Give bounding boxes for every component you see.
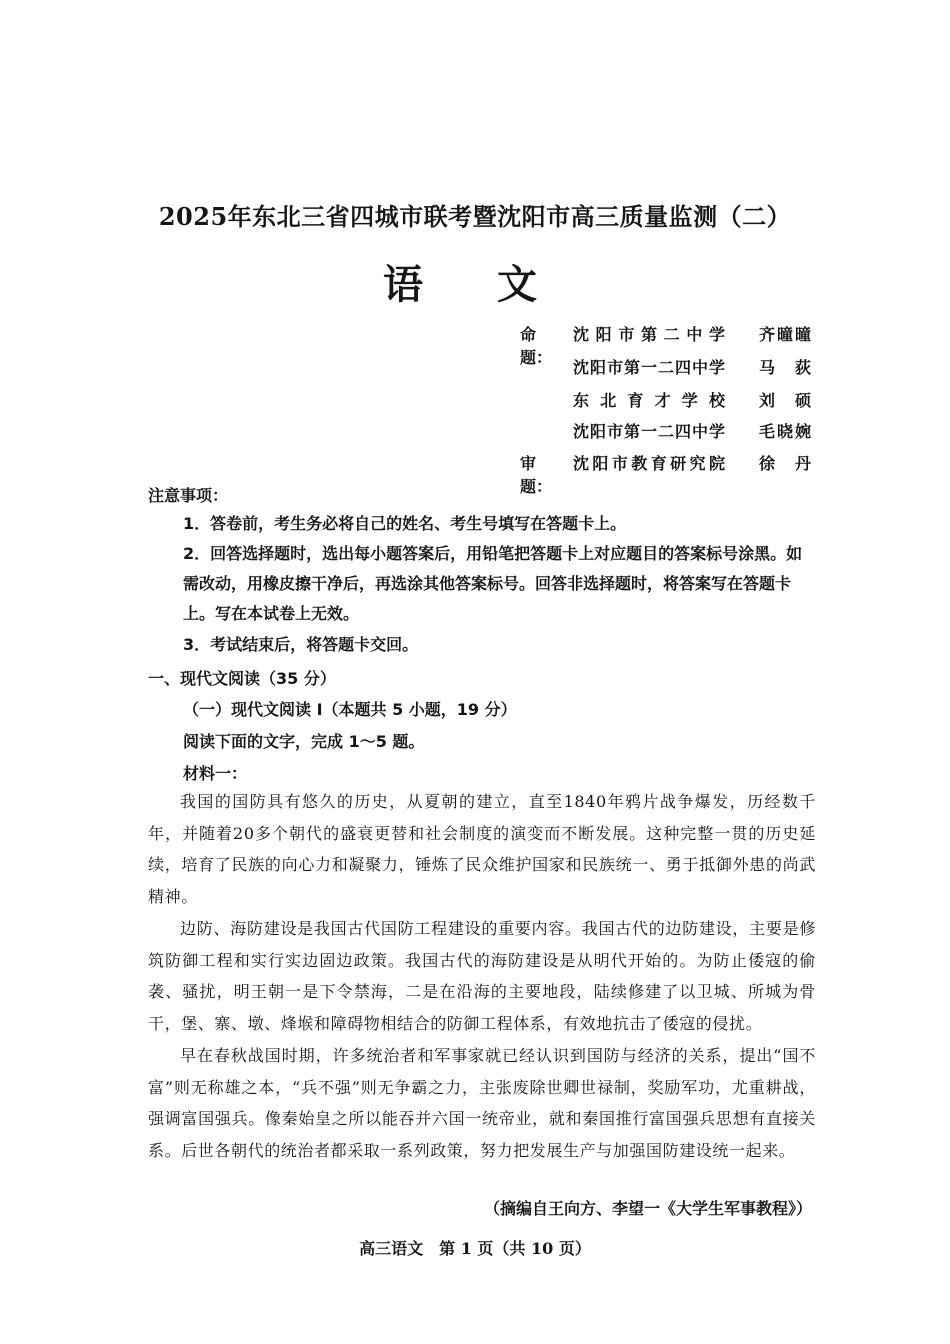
author-name: 徐 丹 bbox=[759, 454, 811, 473]
author-role: 审题： bbox=[520, 454, 553, 496]
author-org: 沈阳市第一二四中学 bbox=[573, 422, 725, 441]
source-citation: （摘编自王向方、李望一《大学生军事教程》） bbox=[483, 1199, 812, 1218]
exam-title: 2025年东北三省四城市联考暨沈阳市高三质量监测（二） bbox=[158, 202, 792, 231]
author-org: 东北育才学校 bbox=[573, 391, 725, 410]
author-org: 沈阳市教育研究院 bbox=[573, 454, 725, 473]
subsection-heading: （一）现代文阅读 I（本题共 5 小题，19 分） bbox=[183, 700, 517, 719]
author-org: 沈阳市第一二四中学 bbox=[573, 358, 725, 377]
section-heading: 一、现代文阅读（35 分） bbox=[148, 669, 336, 688]
subject-title: 语 文 bbox=[383, 261, 567, 308]
author-name: 毛晓婉 bbox=[759, 422, 811, 441]
author-name: 刘 硕 bbox=[759, 391, 811, 410]
instruction-text: 阅读下面的文字，完成 1～5 题。 bbox=[183, 732, 425, 751]
page-footer: 高三语文 第 1 页（共 10 页） bbox=[359, 1239, 591, 1258]
author-name: 齐曈曈 bbox=[759, 325, 811, 344]
notes-heading: 注意事项： bbox=[148, 486, 229, 505]
note-item: 1．答卷前，考生务必将自己的姓名、考生号填写在答题卡上。 bbox=[183, 514, 627, 533]
paragraph: 早在春秋战国时期，许多统治者和军事家就已经认识到国防与经济的关系，提出“国不富”则无称雄之本，“兵不强”则无争霸之力，主张废除世卿世禄制，奖励军功，尤重耕战，强调富国强兵。像秦始皇之所以能吞并六国一统帝业，就和秦国推行富国强兵思想有直接关系。后世各朝代的统治者都采取一系列政策，努力把发展生产与加强国防建设统一起来。 bbox=[148, 1046, 816, 1160]
note-item bbox=[183, 539, 815, 629]
material-label: 材料一： bbox=[183, 764, 248, 783]
paragraph: 边防、海防建设是我国古代国防工程建设的重要内容。我国古代的边防建设，主要是修筑防御工程和实行实边固边政策。我国古代的海防建设是从明代开始的。为防止倭寇的偷袭、骚扰，明王朝一是下令禁海，二是在沿海的主要地段，陆续修建了以卫城、所城为骨干，堡、寨、墩、烽堠和障碍物相结合的防御工程体系，有效地抗击了倭寇的侵扰。 bbox=[148, 919, 816, 1033]
paragraph: 我国的国防具有悠久的历史，从夏朝的建立，直至1840年鸦片战争爆发，历经数千年，并随着20多个朝代的盛衰更替和社会制度的演变而不断发展。这种完整一贯的历史延续，培育了民族的向心力和凝聚力，锤炼了民众维护国家和民族统一、勇于抵御外患的尚武精神。 bbox=[148, 792, 816, 906]
author-role: 命题： bbox=[520, 325, 553, 367]
author-org: 沈阳市第二中学 bbox=[573, 325, 725, 344]
note-item: 3．考试结束后，将答题卡交回。 bbox=[183, 635, 419, 654]
note-item-text: 2．回答选择题时，选出每小题答案后，用铅笔把答题卡上对应题目的答案标号涂黑。如需改动，用橡皮擦干净后，再选涂其他答案标号。回答非选择题时，将答案写在答题卡上。写在本试卷上无效。 bbox=[183, 544, 803, 623]
author-name: 马 荻 bbox=[759, 358, 811, 377]
